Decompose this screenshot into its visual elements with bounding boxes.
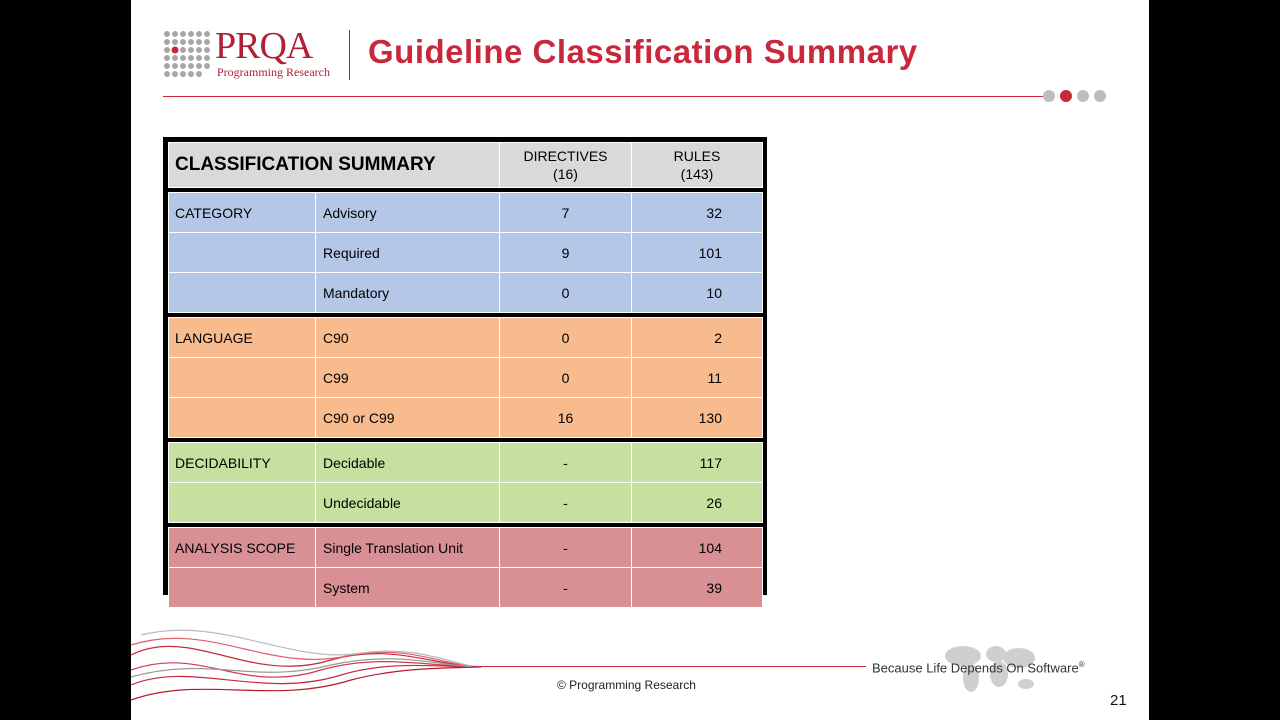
page-title: Guideline Classification Summary: [368, 33, 918, 70]
slide: [131, 0, 1149, 720]
logo-divider: [349, 30, 350, 80]
table-row: [169, 318, 763, 358]
col-header-rules: [632, 143, 763, 188]
footer-tagline: [872, 660, 1085, 675]
group-label: DECIDABILITY: [169, 443, 316, 483]
item-label: Single Translation Unit: [316, 528, 500, 568]
item-label: C90 or C99: [316, 398, 500, 438]
group-label: [169, 273, 316, 313]
table-row: [169, 358, 763, 398]
group-label: [169, 358, 316, 398]
directives-value: 9: [500, 233, 632, 273]
rules-value: 10: [632, 273, 763, 313]
item-label: System: [316, 568, 500, 608]
footer-rule: [471, 666, 866, 667]
rules-value: 101: [632, 233, 763, 273]
rules-value: 130: [632, 398, 763, 438]
group-label: [169, 398, 316, 438]
item-label: Advisory: [316, 193, 500, 233]
registered-mark: ®: [1078, 660, 1085, 669]
table-row: [169, 528, 763, 568]
table-row: [169, 273, 763, 313]
copyright-text: © Programming Research: [557, 678, 696, 692]
group-label: [169, 483, 316, 523]
directives-value: 0: [500, 273, 632, 313]
directives-value: 0: [500, 358, 632, 398]
tagline-text: Because Life Depends On Software: [872, 660, 1079, 676]
table-row: [169, 233, 763, 273]
progress-dot: [1043, 90, 1055, 102]
group-label: LANGUAGE: [169, 318, 316, 358]
group-label: ANALYSIS SCOPE: [169, 528, 316, 568]
classification-table-frame: [163, 137, 767, 595]
table-title: CLASSIFICATION SUMMARY: [169, 143, 500, 188]
progress-dot-active: [1060, 90, 1072, 102]
col-rules-count: (143): [680, 166, 714, 182]
directives-value: -: [500, 483, 632, 523]
group-label: CATEGORY: [169, 193, 316, 233]
rules-value: 11: [632, 358, 763, 398]
prqa-logo: [163, 25, 353, 83]
directives-value: 16: [500, 398, 632, 438]
group-label: [169, 233, 316, 273]
classification-table: [168, 142, 763, 608]
item-label: Undecidable: [316, 483, 500, 523]
item-label: Required: [316, 233, 500, 273]
col-rules-label: RULES: [673, 148, 721, 164]
decorative-swoosh-icon: [131, 615, 491, 710]
logo-wordmark: PRQA: [215, 25, 313, 67]
item-label: Mandatory: [316, 273, 500, 313]
table-row: [169, 398, 763, 438]
group-label: [169, 568, 316, 608]
directives-value: -: [500, 443, 632, 483]
directives-value: -: [500, 528, 632, 568]
page-number: 21: [1110, 692, 1127, 709]
directives-value: -: [500, 568, 632, 608]
logo-dots-icon: [163, 30, 211, 78]
table-row: [169, 483, 763, 523]
progress-dot: [1094, 90, 1106, 102]
rules-value: 104: [632, 528, 763, 568]
slide-progress-dots: [1043, 90, 1106, 102]
col-header-directives: [500, 143, 632, 188]
table-row: [169, 568, 763, 608]
directives-value: 0: [500, 318, 632, 358]
item-label: C99: [316, 358, 500, 398]
directives-value: 7: [500, 193, 632, 233]
table-header-row: [169, 143, 763, 188]
item-label: C90: [316, 318, 500, 358]
rules-value: 117: [632, 443, 763, 483]
table-row: [169, 443, 763, 483]
rules-value: 2: [632, 318, 763, 358]
rules-value: 32: [632, 193, 763, 233]
col-directives-label: DIRECTIVES: [523, 148, 608, 164]
item-label: Decidable: [316, 443, 500, 483]
table-row: [169, 193, 763, 233]
rules-value: 39: [632, 568, 763, 608]
progress-dot: [1077, 90, 1089, 102]
title-rule: [163, 96, 1043, 97]
rules-value: 26: [632, 483, 763, 523]
col-directives-count: (16): [553, 166, 578, 182]
logo-subtitle: Programming Research: [217, 65, 330, 79]
